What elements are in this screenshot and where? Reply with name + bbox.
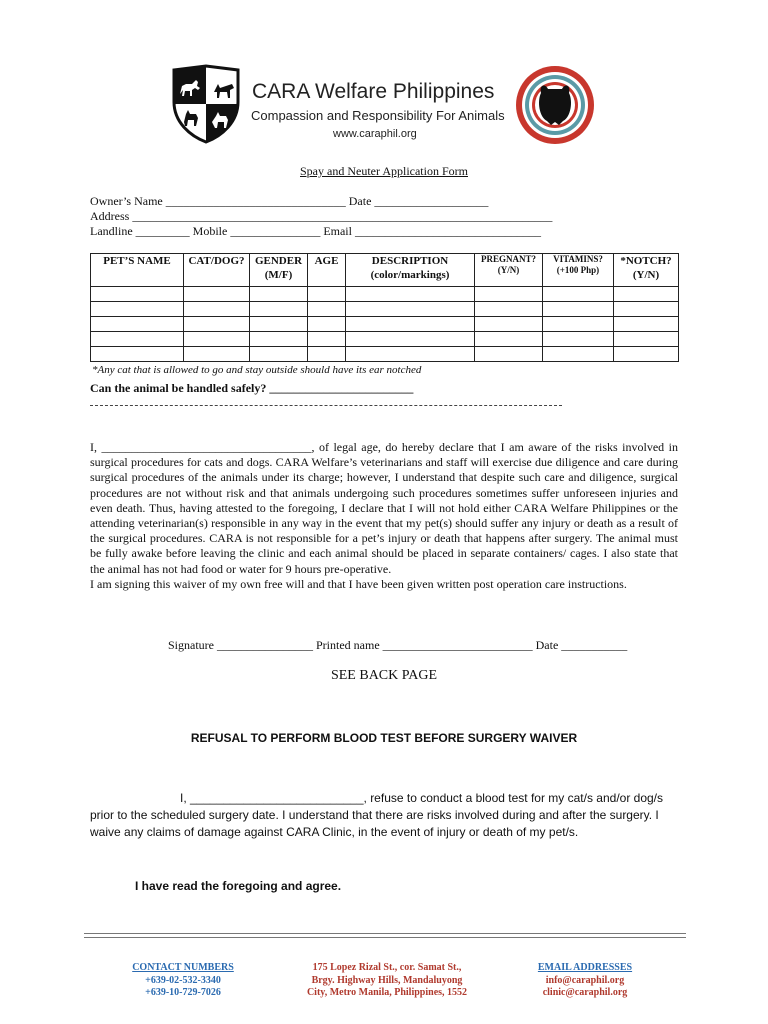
contacts-heading: CONTACT NUMBERS [132, 962, 234, 973]
contact-line[interactable]: Landline _________ Mobile _______________ Email _______________________________ [90, 224, 541, 238]
notch-note: *Any cat that is allowed to go and stay outside should have its ear notched [92, 364, 422, 376]
cara-shield-logo [170, 64, 242, 144]
email-address: info@caraphil.org [545, 974, 625, 986]
see-back-page: SEE BACK PAGE [330, 668, 438, 683]
table-row [91, 287, 679, 302]
form-title: Spay and Neuter Application Form [300, 164, 468, 178]
table-row [91, 302, 679, 317]
pets-table [90, 253, 679, 362]
refusal-body: I, __________________________, refuse to conduct a blood test for my cat/s and/or dog/s prior to the scheduled surgery date. I understand that there are risks involved during and after the surgery. I waive any claims of damage against CARA Clinic, in the event of injury or death of my pet/s. [90, 791, 664, 839]
owner-date-line[interactable]: Owner’s Name ______________________________ Date ___________________ [90, 194, 489, 208]
pets-table-header [91, 254, 679, 287]
org-name: CARA Welfare Philippines [252, 80, 495, 103]
dashed-divider [90, 405, 562, 406]
footer-rule-top [84, 933, 686, 934]
footer-emails [520, 962, 650, 1000]
col-notch: *NOTCH? (Y/N) [614, 254, 679, 287]
contact-number: +639-10-729-7026 [145, 987, 221, 998]
address-line-3: City, Metro Manila, Philippines, 1552 [306, 987, 468, 998]
footer-contacts [118, 962, 248, 1000]
footer-rule-bottom [84, 937, 686, 938]
email-address: clinic@caraphil.org [542, 987, 628, 998]
email-heading: EMAIL ADDRESSES [537, 962, 633, 973]
refusal-title: REFUSAL TO PERFORM BLOOD TEST BEFORE SURGERY WAIVER [190, 731, 578, 745]
col-pregnant: PREGNANT? (Y/N) [475, 254, 543, 287]
table-row [91, 332, 679, 347]
waiver-paragraph-2: I am signing this waiver of my own free will and that I have been given written post operation care instructions. [90, 576, 627, 591]
agree-statement: I have read the foregoing and agree. [135, 879, 342, 893]
org-tagline: Compassion and Responsibility For Animals [251, 108, 505, 123]
org-website: www.caraphil.org [333, 128, 417, 140]
col-gender: GENDER (M/F) [250, 254, 308, 287]
table-row [91, 347, 679, 362]
col-age: AGE [308, 254, 346, 287]
surgery-waiver [90, 440, 678, 592]
cara-badge-logo [515, 65, 595, 145]
footer-address [282, 962, 492, 1000]
col-vitamins: VITAMINS? (+100 Php) [543, 254, 614, 287]
col-description: DESCRIPTION (color/markings) [346, 254, 475, 287]
col-cat-dog: CAT/DOG? [184, 254, 250, 287]
address-line-1: 175 Lopez Rizal St., cor. Samat St., [312, 962, 462, 973]
handled-safely-line[interactable]: Can the animal be handled safely? ________________________ [90, 381, 414, 395]
col-pet-name: PET’S NAME [91, 254, 184, 287]
table-row [91, 317, 679, 332]
address-line-2: Brgy. Highway Hills, Mandaluyong [311, 974, 463, 986]
waiver-paragraph-1: I, ___________________________________, of legal age, do hereby declare that I am aware of the risks involved in surgical procedures for cats and dogs. CARA Welfare’s veterinarians and staff will exercise due diligence and care during surgical procedures of the animals under its charge; however, I understand that despite such care and diligence, surgical procedures are not without risk and that animals undergoing such procedures sometimes suffer unforeseen injuries and even death. Thus, having attested to the foregoing, I declare that I will not hold either CARA Welfare Philippines or the attending veterinarian(s) responsible in any way in the event that my pet(s) should suffer any injury or death as a result of the surgical procedures. CARA is not responsible for a pet’s injury or death that happens after surgery. The animal must be fully awake before leaving the clinic and each animal should be placed in separate containers/ cages. I also state that the animal has not had food or water for 9 hours pre-operative. [90, 440, 678, 576]
contact-number: +639-02-532-3340 [145, 974, 221, 986]
signature-line[interactable]: Signature ________________ Printed name _________________________ Date ___________ [168, 638, 628, 652]
address-line[interactable]: Address ______________________________________________________________________ [90, 209, 553, 223]
